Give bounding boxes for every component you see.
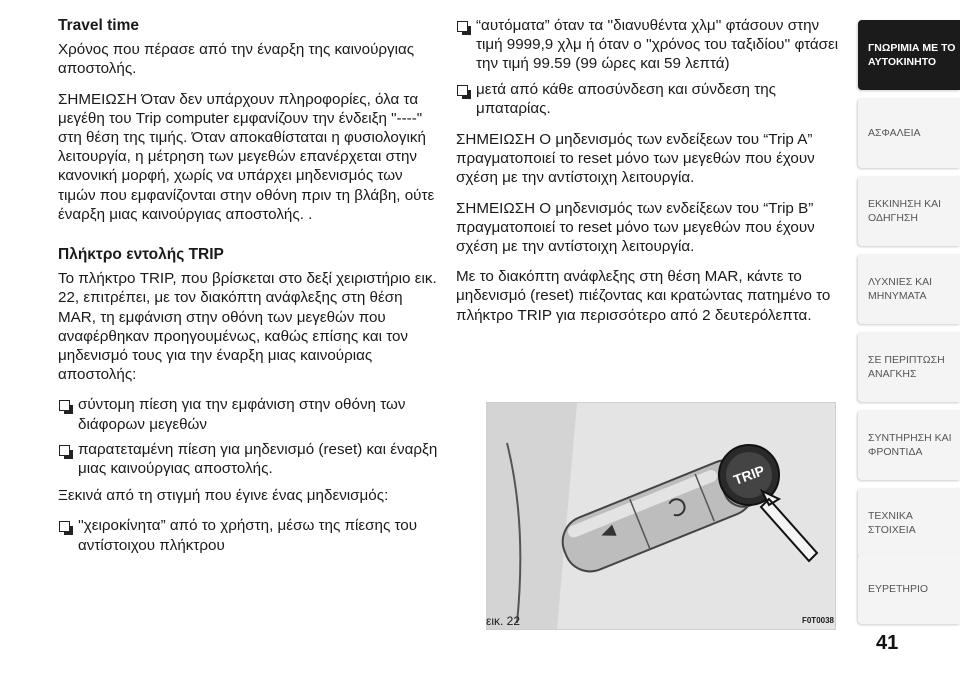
list-item: μετά από κάθε αποσύνδεση και σύνδεση της μπαταρίας. — [456, 80, 846, 118]
tab-maintenance[interactable]: ΣΥΝΤΗΡΗΣΗ ΚΑΙ ΦΡΟΝΤΙΔΑ — [858, 410, 960, 480]
reset-instructions: Με το διακόπτη ανάφλεξης στη θέση MAR, κάντε το μηδενισμό (reset) πιέζοντας και κρατώντας πατημένο το πλήκτρο TRIP για περισσότερο από 2 δευτερόλεπτα. — [456, 268, 831, 324]
list-item: παρατεταμένη πίεση για μηδενισμό (reset) και έναρξη μιας καινούργιας αποστολής. — [58, 440, 438, 478]
tab-getting-to-know[interactable]: ΓΝΩΡΙΜΙΑ ΜΕ ΤΟ ΑΥΤΟΚΙΝΗΤΟ — [858, 20, 960, 90]
note-trip-a: ΣΗΜΕΙΩΣΗ Ο μηδενισμός των ενδείξεων του “Trip A” πραγματοποιεί το reset μόνο των μεγεθών που έχουν σχέση με την αντίστοιχη λειτουργία. — [456, 131, 815, 187]
left-column — [58, 16, 438, 561]
travel-time-text: Χρόνος που πέρασε από την έναρξη της καινούργιας αποστολής. — [58, 41, 415, 78]
note-trip-b: ΣΗΜΕΙΩΣΗ Ο μηδενισμός των ενδείξεων του “Trip B” πραγματοποιεί το reset μόνο των μεγεθών που έχουν σχέση με την αντίστοιχη λειτουργία. — [456, 199, 815, 256]
stalk-figure — [486, 402, 836, 630]
steering-stalk-illustration — [487, 403, 835, 629]
reset-start-text: Ξεκινά από τη στιγμή που έγινε ένας μηδενισμός: — [58, 487, 389, 505]
trip-button-text: Το πλήκτρο TRIP, που βρίσκεται στο δεξί χειριστήριο εικ. 22, επιτρέπει, με τον διακόπτη ανάφλεξης στη θέση MAR, τη εμφάνιση στην οθόνη των μεγεθών που αναφέρθηκαν προηγουμένως, καθώς επίσης και τον μηδενισμό τους για την έναρξη μιας καινούριας αποστολής: — [58, 270, 437, 384]
checkbox-bullet-icon — [457, 85, 468, 96]
trip-button-label: TRIP — [731, 462, 767, 488]
right-column — [456, 16, 846, 336]
tab-starting-driving[interactable]: ΕΚΚΙΝΗΣΗ ΚΑΙ ΟΔΗΓΗΣΗ — [858, 176, 960, 246]
figure-code: F0T0038 — [801, 616, 834, 625]
figure-label: εικ. 22 — [486, 614, 521, 628]
note-no-info: ΣΗΜΕΙΩΣΗ Όταν δεν υπάρχουν πληροφορίες, όλα τα μεγέθη του Trip computer εμφανίζουν την ένδειξη "----" στη θέση της τιμής. Όταν αποκαθίσταται η φυσιολογική λειτουργία, η μέτρηση των μεγεθών επανέρχεται στην κανονική μορφή, χωρίς να υπάρχει μηδενισμός των τιμών που εμφανίζονται στην οθόνη πριν τη βλάβη, ούτε έναρξη μιας καινούργιας αποστολής. . — [58, 90, 435, 223]
chapter-tabs — [858, 0, 960, 678]
tab-safety[interactable]: ΑΣΦΑΛΕΙΑ — [858, 98, 960, 168]
tab-emergency[interactable]: ΣΕ ΠΕΡΙΠΤΩΣΗ ΑΝΑΓΚΗΣ — [858, 332, 960, 402]
tab-technical-data[interactable]: ΤΕΧΝΙΚΑ ΣΤΟΙΧΕΙΑ — [858, 488, 960, 558]
tab-index[interactable]: ΕΥΡΕΤΗΡΙΟ — [858, 554, 960, 624]
page-number: 41 — [876, 632, 899, 654]
list-item: σύντομη πίεση για την εμφάνιση στην οθόνη των διάφορων μεγεθών — [58, 395, 438, 433]
checkbox-bullet-icon — [59, 445, 70, 456]
list-item: ''χειροκίνητα” από το χρήστη, μέσω της πίεσης του αντίστοιχου πλήκτρου — [58, 516, 438, 554]
checkbox-bullet-icon — [457, 21, 468, 32]
trip-button-heading: Πλήκτρο εντολής TRIP — [58, 246, 224, 264]
checkbox-bullet-icon — [59, 521, 70, 532]
tab-warning-lights[interactable]: ΛΥΧΝΙΕΣ ΚΑΙ ΜΗΝΥΜΑΤΑ — [858, 254, 960, 324]
travel-time-heading: Travel time — [58, 17, 139, 34]
checkbox-bullet-icon — [59, 400, 70, 411]
list-item: “αυτόματα” όταν τα ''διανυθέντα χλμ'' φτάσουν στην τιμή 9999,9 χλμ ή όταν ο ''χρόνος του ταξιδίου'' φτάσει την τιμή 99.59 (99 ώρες και 59 λεπτά) — [456, 16, 846, 74]
